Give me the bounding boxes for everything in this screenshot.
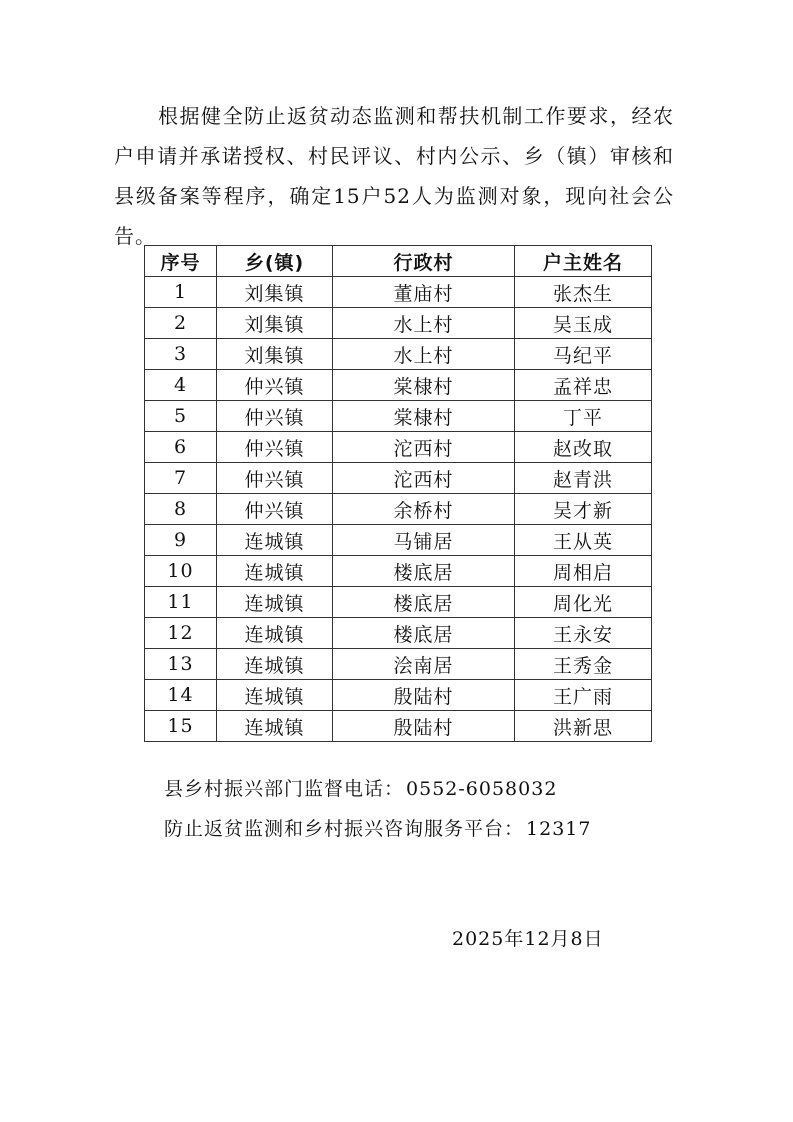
- cell-no: 12: [145, 618, 217, 649]
- cell-town: 仲兴镇: [217, 463, 333, 494]
- cell-no: 11: [145, 587, 217, 618]
- cell-village: 余桥村: [333, 494, 515, 525]
- table-row: [145, 432, 652, 463]
- cell-village: 楼底居: [333, 587, 515, 618]
- announcement-intro: 根据健全防止返贫动态监测和帮扶机制工作要求，经农户申请并承诺授权、村民评议、村内公示、乡（镇）审核和县级备案等程序，确定15户52人为监测对象，现向社会公告。: [114, 104, 674, 248]
- cell-town: 连城镇: [217, 525, 333, 556]
- cell-town: 刘集镇: [217, 277, 333, 308]
- consult-platform: [164, 814, 591, 841]
- cell-village: 殷陆村: [333, 711, 515, 742]
- cell-head: 赵青洪: [515, 463, 652, 494]
- cell-no: 7: [145, 463, 217, 494]
- cell-town: 仲兴镇: [217, 370, 333, 401]
- cell-no: 13: [145, 649, 217, 680]
- cell-head: 张杰生: [515, 277, 652, 308]
- supervision-hotline-number: 0552-6058032: [406, 778, 558, 800]
- supervision-hotline: [164, 774, 557, 801]
- cell-village: 沱西村: [333, 463, 515, 494]
- table-row: [145, 587, 652, 618]
- consult-platform-label: 防止返贫监测和乡村振兴咨询服务平台：: [164, 818, 525, 840]
- table-row: [145, 463, 652, 494]
- cell-head: 吴玉成: [515, 308, 652, 339]
- cell-village: 水上村: [333, 308, 515, 339]
- table-row: [145, 308, 652, 339]
- cell-head: 丁平: [515, 401, 652, 432]
- cell-town: 刘集镇: [217, 308, 333, 339]
- cell-town: 连城镇: [217, 587, 333, 618]
- cell-town: 连城镇: [217, 649, 333, 680]
- cell-no: 15: [145, 711, 217, 742]
- cell-no: 1: [145, 277, 217, 308]
- cell-town: 仲兴镇: [217, 401, 333, 432]
- table-row: [145, 339, 652, 370]
- table-row: [145, 711, 652, 742]
- header-town: 乡(镇): [217, 246, 333, 277]
- table-row: [145, 556, 652, 587]
- cell-no: 10: [145, 556, 217, 587]
- cell-village: 浍南居: [333, 649, 515, 680]
- cell-head: 赵改取: [515, 432, 652, 463]
- header-head: 户主姓名: [515, 246, 652, 277]
- cell-head: 王秀金: [515, 649, 652, 680]
- table-header-row: [145, 246, 652, 277]
- cell-village: 殷陆村: [333, 680, 515, 711]
- cell-village: 水上村: [333, 339, 515, 370]
- table-row: [145, 525, 652, 556]
- cell-head: 吴才新: [515, 494, 652, 525]
- cell-head: 王从英: [515, 525, 652, 556]
- cell-town: 刘集镇: [217, 339, 333, 370]
- cell-village: 楼底居: [333, 618, 515, 649]
- cell-town: 连城镇: [217, 556, 333, 587]
- announcement-date: 2025年12月8日: [452, 928, 604, 950]
- cell-no: 14: [145, 680, 217, 711]
- monitoring-roster-table: [144, 245, 652, 742]
- cell-village: 沱西村: [333, 432, 515, 463]
- cell-village: 董庙村: [333, 277, 515, 308]
- cell-no: 8: [145, 494, 217, 525]
- cell-no: 5: [145, 401, 217, 432]
- cell-head: 孟祥忠: [515, 370, 652, 401]
- cell-no: 2: [145, 308, 217, 339]
- cell-town: 仲兴镇: [217, 432, 333, 463]
- cell-no: 3: [145, 339, 217, 370]
- cell-town: 连城镇: [217, 711, 333, 742]
- table-row: [145, 494, 652, 525]
- cell-head: 王广雨: [515, 680, 652, 711]
- header-village: 行政村: [333, 246, 515, 277]
- cell-town: 仲兴镇: [217, 494, 333, 525]
- cell-head: 周化光: [515, 587, 652, 618]
- table-row: [145, 370, 652, 401]
- cell-head: 周相启: [515, 556, 652, 587]
- table-row: [145, 618, 652, 649]
- cell-head: 王永安: [515, 618, 652, 649]
- cell-no: 4: [145, 370, 217, 401]
- cell-village: 棠棣村: [333, 370, 515, 401]
- table-row: [145, 277, 652, 308]
- cell-village: 棠棣村: [333, 401, 515, 432]
- cell-head: 洪新思: [515, 711, 652, 742]
- cell-village: 马铺居: [333, 525, 515, 556]
- table-row: [145, 401, 652, 432]
- header-no: 序号: [145, 246, 217, 277]
- cell-no: 9: [145, 525, 217, 556]
- consult-platform-number: 12317: [526, 818, 592, 840]
- cell-town: 连城镇: [217, 618, 333, 649]
- cell-no: 6: [145, 432, 217, 463]
- cell-head: 马纪平: [515, 339, 652, 370]
- cell-village: 楼底居: [333, 556, 515, 587]
- table-row: [145, 649, 652, 680]
- table-row: [145, 680, 652, 711]
- supervision-hotline-label: 县乡村振兴部门监督电话：: [164, 778, 405, 800]
- cell-town: 连城镇: [217, 680, 333, 711]
